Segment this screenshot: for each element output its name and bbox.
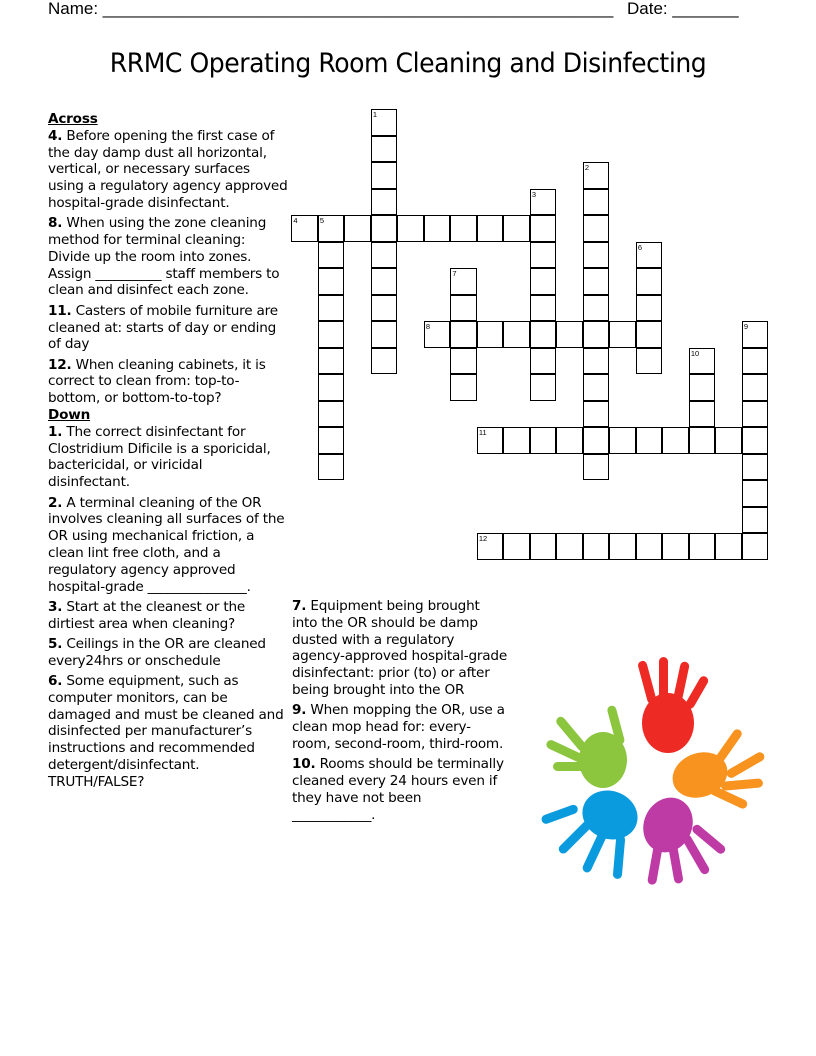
grid-cell[interactable] — [477, 533, 504, 560]
grid-cell[interactable] — [689, 533, 716, 560]
date-field[interactable]: Date: _______ — [627, 0, 739, 18]
hand-blue — [540, 783, 644, 879]
grid-cell[interactable] — [530, 321, 557, 348]
grid-cell[interactable] — [689, 374, 716, 401]
grid-cell[interactable] — [530, 533, 557, 560]
grid-cell[interactable] — [450, 374, 477, 401]
grid-cell[interactable] — [371, 136, 398, 163]
grid-cell[interactable] — [371, 321, 398, 348]
grid-cell[interactable] — [503, 533, 530, 560]
grid-cell[interactable] — [715, 427, 742, 454]
grid-cell[interactable] — [636, 348, 663, 375]
grid-cell[interactable] — [583, 268, 610, 295]
clue-across-4: 4. Before opening the first case of the day damp dust all horizontal, vertical, or necessary surfaces using a regulatory agency approved hospital-grade disinfectant. — [48, 127, 288, 211]
grid-cell[interactable] — [742, 507, 769, 534]
grid-cell[interactable] — [583, 295, 610, 322]
clue-down-10: 10. Rooms should be terminally cleaned every 24 hours even if they have not been ____________. — [292, 756, 504, 823]
grid-cell[interactable] — [371, 109, 398, 136]
grid-cell[interactable] — [291, 215, 318, 242]
grid-cell[interactable] — [609, 533, 636, 560]
clue-number-8: 8 — [425, 322, 431, 332]
clue-down-1: 1. The correct disinfectant for Clostridium Dificile is a sporicidal, bactericidal, or viricidal disinfectant. — [48, 423, 271, 491]
grid-cell[interactable] — [530, 374, 557, 401]
clue-across-8: 8. When using the zone cleaning method for terminal cleaning: Divide up the room into zones. Assign __________ staff members to clean and disinfect each zone. — [48, 215, 280, 299]
name-field[interactable]: Name: ______________________________________________________ — [48, 0, 614, 18]
clue-number-2: 2 — [584, 163, 590, 173]
grid-cell[interactable] — [318, 427, 345, 454]
grid-cell[interactable] — [556, 427, 583, 454]
page-title: RRMC Operating Room Cleaning and Disinfecting — [109, 48, 707, 79]
hand-red — [637, 657, 710, 753]
grid-cell[interactable] — [742, 480, 769, 507]
grid-cell[interactable] — [450, 215, 477, 242]
grid-cell[interactable] — [609, 321, 636, 348]
clue-down-7: 7. Equipment being brought into the OR should be damp dusted with a regulatory agency-approved hospital-grade disinfectant: prior (to) or after being brought into the OR — [292, 598, 507, 698]
grid-cell[interactable] — [636, 321, 663, 348]
grid-cell[interactable] — [583, 321, 610, 348]
clue-number-6: 6 — [637, 242, 643, 252]
grid-cell[interactable] — [556, 533, 583, 560]
grid-cell[interactable] — [318, 242, 345, 269]
grid-cell[interactable] — [689, 348, 716, 375]
grid-cell[interactable] — [530, 268, 557, 295]
clue-down-2: 2. A terminal cleaning of the OR involves cleaning all surfaces of the OR using mechanical friction, a clean lint free cloth, and a regulatory agency approved hospital-grade _______________. — [48, 494, 285, 595]
clue-number-5: 5 — [319, 216, 325, 226]
clue-number-3: 3 — [531, 189, 537, 199]
grid-cell[interactable] — [530, 215, 557, 242]
grid-cell[interactable] — [318, 348, 345, 375]
grid-cell[interactable] — [583, 242, 610, 269]
clue-number-1: 1 — [372, 110, 378, 120]
grid-cell[interactable] — [556, 321, 583, 348]
grid-cell[interactable] — [397, 215, 424, 242]
grid-cell[interactable] — [371, 189, 398, 216]
crossword-grid — [292, 110, 772, 570]
grid-cell[interactable] — [371, 268, 398, 295]
clues-column-left — [48, 111, 288, 794]
grid-cell[interactable] — [450, 295, 477, 322]
grid-cell[interactable] — [318, 321, 345, 348]
clue-number-4: 4 — [293, 216, 298, 226]
grid-cell[interactable] — [503, 321, 530, 348]
hand-magenta — [634, 789, 727, 885]
grid-cell[interactable] — [583, 401, 610, 428]
grid-cell[interactable] — [583, 427, 610, 454]
grid-cell[interactable] — [609, 427, 636, 454]
clue-number-7: 7 — [452, 269, 457, 279]
grid-cell[interactable] — [715, 533, 742, 560]
grid-cell[interactable] — [530, 189, 557, 216]
grid-cell[interactable] — [583, 348, 610, 375]
grid-cell[interactable] — [742, 454, 769, 481]
grid-cell[interactable] — [530, 348, 557, 375]
clue-number-10: 10 — [690, 348, 700, 358]
grid-cell[interactable] — [450, 348, 477, 375]
clue-number-11: 11 — [478, 428, 487, 438]
grid-cell[interactable] — [530, 427, 557, 454]
grid-cell[interactable] — [477, 427, 504, 454]
grid-cell[interactable] — [371, 295, 398, 322]
grid-cell[interactable] — [477, 321, 504, 348]
grid-cell[interactable] — [689, 427, 716, 454]
grid-cell[interactable] — [742, 401, 769, 428]
clue-number-9: 9 — [743, 322, 749, 332]
hand-green — [545, 705, 627, 788]
grid-cell[interactable] — [503, 427, 530, 454]
grid-cell[interactable] — [583, 189, 610, 216]
grid-cell[interactable] — [424, 321, 451, 348]
grid-cell[interactable] — [742, 321, 769, 348]
clue-down-9: 9. When mopping the OR, use a clean mop head for: every-room, second-room, third-room. — [292, 702, 505, 752]
colorful-hands-illustration — [528, 655, 783, 895]
grid-cell[interactable] — [742, 533, 769, 560]
grid-cell[interactable] — [636, 268, 663, 295]
grid-cell[interactable] — [318, 454, 345, 481]
grid-cell[interactable] — [530, 295, 557, 322]
clues-column-right — [292, 598, 507, 827]
grid-cell[interactable] — [371, 242, 398, 269]
grid-cell[interactable] — [371, 162, 398, 189]
grid-cell[interactable] — [424, 215, 451, 242]
down-heading: Down — [48, 407, 91, 424]
grid-cell[interactable] — [583, 533, 610, 560]
grid-cell[interactable] — [583, 215, 610, 242]
grid-cell[interactable] — [477, 215, 504, 242]
grid-cell[interactable] — [318, 215, 345, 242]
clue-number-12: 12 — [478, 534, 488, 544]
clue-across-12: 12. When cleaning cabinets, it is correct to clean from: top-to-bottom, or bottom-to-top? — [48, 356, 266, 407]
grid-cell[interactable] — [636, 242, 663, 269]
grid-cell[interactable] — [530, 242, 557, 269]
clue-down-6: 6. Some equipment, such as computer monitors, can be damaged and must be cleaned and disinfected per manufacturer’s instructions and recommended detergent/disinfectant. TRUTH/FALSE? — [48, 673, 284, 790]
grid-cell[interactable] — [583, 374, 610, 401]
grid-cell[interactable] — [742, 427, 769, 454]
clue-across-11: 11. Casters of mobile furniture are cleaned at: starts of day or ending of day — [48, 302, 278, 353]
grid-cell[interactable] — [450, 268, 477, 295]
clue-down-5: 5. Ceilings in the OR are cleaned every24hrs or onschedule — [48, 635, 266, 669]
grid-cell[interactable] — [371, 348, 398, 375]
grid-cell[interactable] — [318, 295, 345, 322]
grid-cell[interactable] — [689, 401, 716, 428]
grid-cell[interactable] — [318, 268, 345, 295]
grid-cell[interactable] — [371, 215, 398, 242]
grid-cell[interactable] — [583, 454, 610, 481]
across-heading: Across — [48, 111, 98, 127]
grid-cell[interactable] — [636, 295, 663, 322]
grid-cell[interactable] — [583, 162, 610, 189]
grid-cell[interactable] — [344, 215, 371, 242]
grid-cell[interactable] — [742, 348, 769, 375]
grid-cell[interactable] — [636, 427, 663, 454]
grid-cell[interactable] — [662, 427, 689, 454]
grid-cell[interactable] — [636, 533, 663, 560]
clue-down-3: 3. Start at the cleanest or the dirtiest area when cleaning? — [48, 598, 246, 632]
grid-cell[interactable] — [742, 374, 769, 401]
grid-cell[interactable] — [318, 401, 345, 428]
grid-cell[interactable] — [450, 321, 477, 348]
grid-cell[interactable] — [662, 533, 689, 560]
grid-cell[interactable] — [318, 374, 345, 401]
grid-cell[interactable] — [503, 215, 530, 242]
